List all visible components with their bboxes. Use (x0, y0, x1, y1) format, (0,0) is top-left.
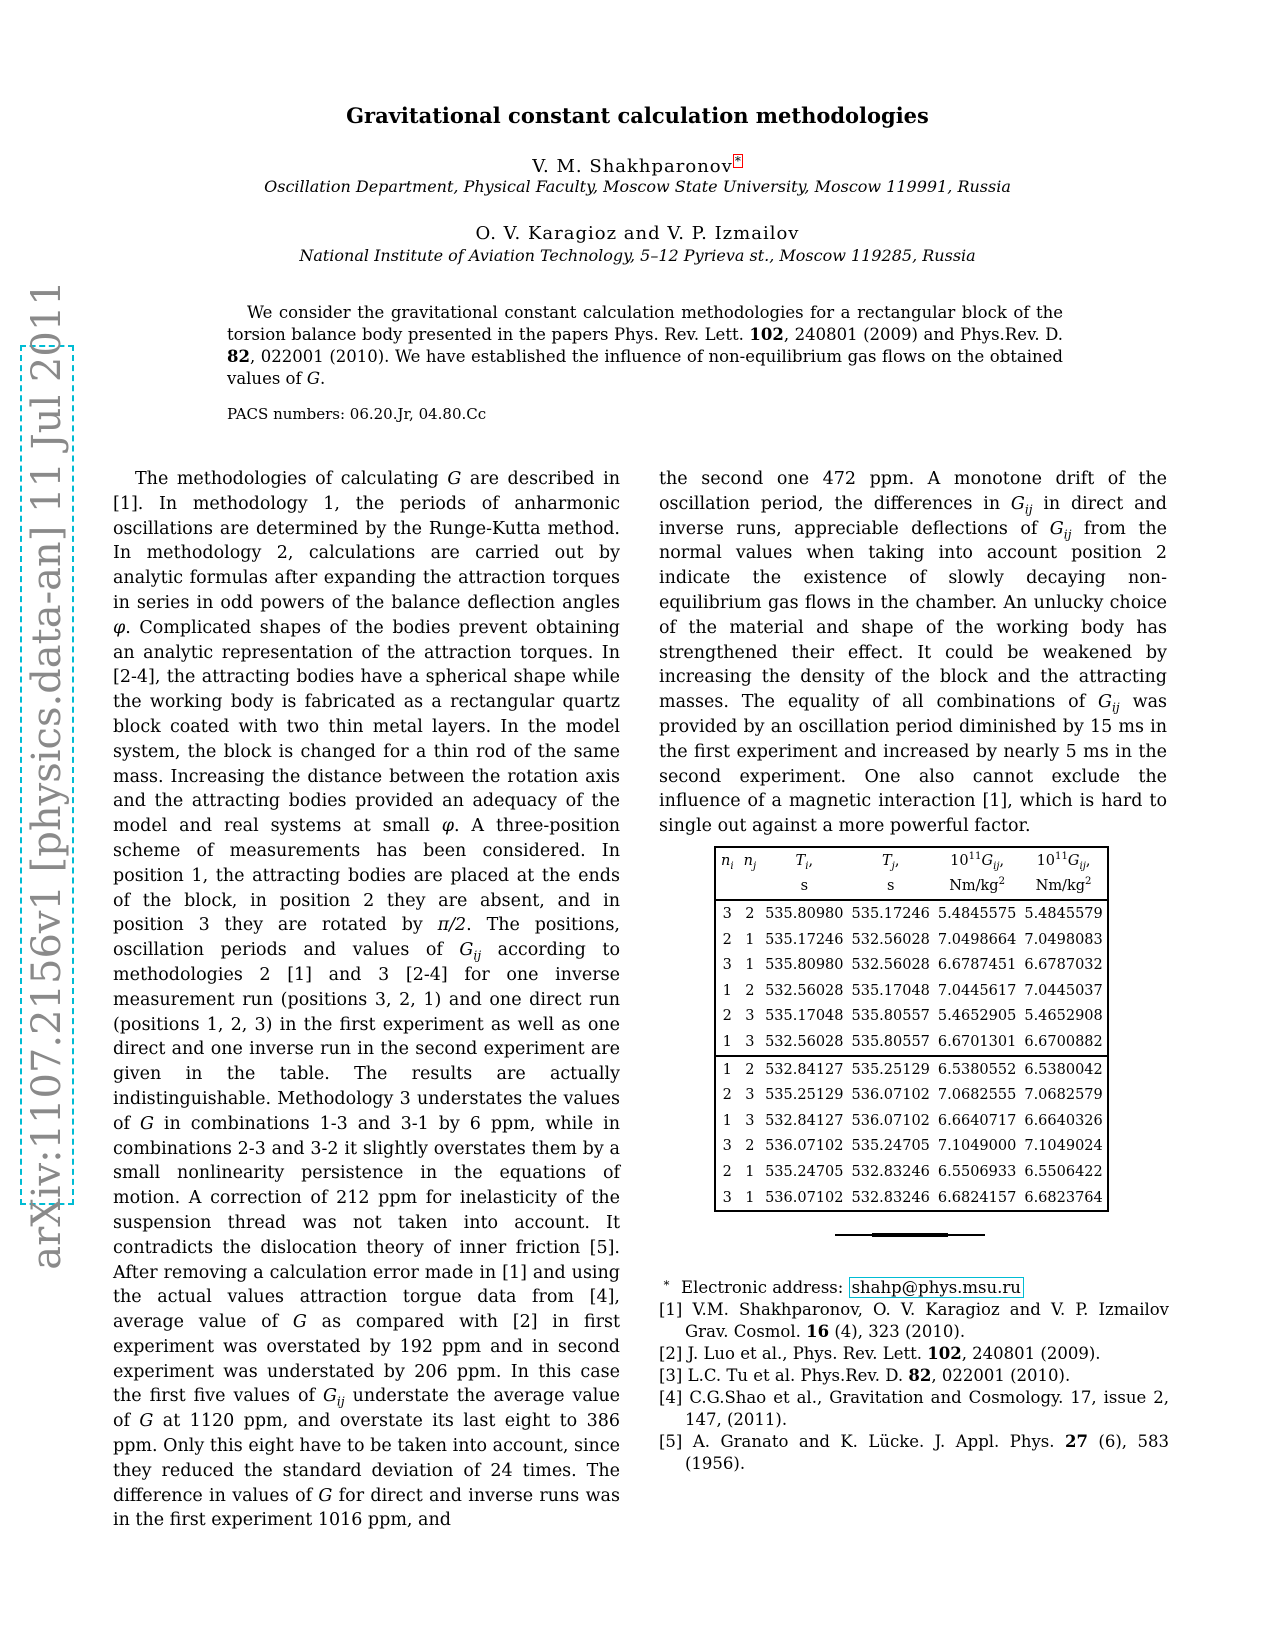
author-line-1 (0, 154, 1275, 177)
table-cell: 5.4845579 (1024, 905, 1103, 922)
table-cell: 6.5380042 (1020, 1056, 1107, 1083)
table-cell: 3 (745, 1087, 755, 1104)
table-cell: 532.56028 (765, 982, 844, 999)
author-names: V. M. Shakhparonov (532, 156, 733, 177)
table-cell: 7.0682579 (1024, 1087, 1103, 1104)
table-cell: 1 (722, 1033, 732, 1050)
table-cell: 536.07102 (765, 1189, 844, 1206)
table-cell: 3 (745, 1008, 755, 1025)
unit-s: s (848, 874, 934, 901)
unit-s: s (761, 874, 847, 901)
table-cell: 6.6787451 (937, 957, 1017, 974)
table-cell: 3 (745, 1033, 755, 1050)
author-line-2: O. V. Karagioz and V. P. Izmailov (475, 223, 800, 244)
table-cell: 1 (745, 957, 755, 974)
table-cell: 2 (739, 1056, 761, 1083)
pacs-numbers: PACS numbers: 06.20.Jr, 04.80.Cc (227, 405, 487, 423)
table-cell: 535.25129 (848, 1056, 934, 1083)
table-cell: 7.1049000 (937, 1138, 1017, 1155)
abstract: We consider the gravitational constant calculation methodologies for a rectangular block of the torsion balance body presented in the papers Phys. Rev. Lett. 102, 240801 (2009) and Phys.Rev. D. 82, 022001 (2010). We have established the influence of non-equilibrium gas flows on the obtained values of G. (227, 303, 1064, 388)
table-cell: 535.17048 (765, 1008, 844, 1025)
table-cell: 6.6700882 (1024, 1033, 1103, 1050)
affiliation-1: Oscillation Department, Physical Faculty, Moscow State University, Moscow 119991, Russia (264, 177, 1011, 196)
table-cell: 7.0498083 (1024, 931, 1103, 948)
table-cell: 6.5380552 (934, 1056, 1020, 1083)
table-cell: 1 (722, 982, 732, 999)
reference-list (659, 1299, 1169, 1475)
table-cell: 535.24705 (851, 1138, 930, 1155)
footnotes (659, 1277, 1169, 1475)
header-ni: $n_i$ (721, 852, 734, 872)
table-cell: 7.0445037 (1024, 982, 1103, 999)
table-cell: 532.83246 (851, 1163, 930, 1180)
table-row (715, 1056, 1108, 1083)
table-cell: 1 (745, 1189, 755, 1206)
email-footnote: ∗ Electronic address: shahp@phys.msu.ru (659, 1277, 1169, 1299)
table-cell: 535.17246 (765, 931, 844, 948)
footnote-rule-bold (872, 1233, 948, 1237)
table-cell: 1 (715, 1056, 739, 1083)
table-row (715, 1159, 1108, 1185)
table-cell: 6.6640717 (937, 1112, 1017, 1129)
table-cell: 535.17048 (851, 982, 930, 999)
table-cell: 1 (745, 931, 755, 948)
table-row (715, 1185, 1108, 1212)
table-cell: 6.5506422 (1024, 1163, 1103, 1180)
table-cell: 6.6787032 (1024, 957, 1103, 974)
table-cell: 532.83246 (851, 1189, 930, 1206)
table-row (715, 1108, 1108, 1134)
table-row (715, 1029, 1108, 1056)
reference-item: [5] A. Granato and K. Lücke. J. Appl. Phys. 27 (6), 583 (1956). (659, 1432, 1169, 1473)
reference-item: [3] L.C. Tu et al. Phys.Rev. D. 82, 022001 (2010). (659, 1366, 1071, 1385)
table-cell: 2 (722, 1163, 732, 1180)
table-cell: 536.07102 (765, 1138, 844, 1155)
table-cell: 2 (722, 1087, 732, 1104)
table-cell: 2 (745, 905, 755, 922)
table-cell: 535.24705 (765, 1163, 844, 1180)
table-cell: 532.56028 (851, 957, 930, 974)
affiliation-2: National Institute of Aviation Technology, 5–12 Pyrieva st., Moscow 119285, Russia (299, 246, 976, 265)
header-g-m2: $10^{11}G_{ij}$, (950, 850, 1005, 872)
reference-item: [2] J. Luo et al., Phys. Rev. Lett. 102, 240801 (2009). (659, 1344, 1101, 1363)
reference-item: [4] C.G.Shao et al., Gravitation and Cosmology. 17, issue 2, 147, (2011). (659, 1388, 1169, 1429)
table-cell: 3 (722, 1189, 732, 1206)
table-row (715, 1004, 1108, 1030)
table-row (715, 1082, 1108, 1108)
footnote-link[interactable]: * (734, 154, 741, 168)
header-nj: $n_j$ (743, 852, 757, 872)
table-cell: 6.6701301 (937, 1033, 1017, 1050)
table-cell: 3 (745, 1112, 755, 1129)
table-cell: 2 (722, 931, 732, 948)
table-cell: 6.6824157 (937, 1189, 1017, 1206)
table-cell: 535.80980 (765, 905, 844, 922)
table-cell: 2 (745, 1138, 755, 1155)
table-cell: 5.4652905 (937, 1008, 1017, 1025)
table-cell: 532.84127 (765, 1112, 844, 1129)
table-row (715, 900, 1108, 927)
table-cell: 532.84127 (761, 1056, 847, 1083)
table-cell: 5.4652908 (1024, 1008, 1103, 1025)
table-cell: 535.80557 (851, 1008, 930, 1025)
table-cell: 6.6823764 (1024, 1189, 1103, 1206)
table-cell: 1 (722, 1112, 732, 1129)
page-title: Gravitational constant calculation methodologies (346, 103, 929, 128)
table-cell: 6.6640326 (1024, 1112, 1103, 1129)
table-cell: 3 (722, 957, 732, 974)
table-cell: 6.5506933 (937, 1163, 1017, 1180)
table-cell: 535.17246 (851, 905, 930, 922)
table-cell: 535.80980 (765, 957, 844, 974)
table-cell: 1 (745, 1163, 755, 1180)
arxiv-id: arXiv:1107.2156v1 [physics.data-an] 11 Jul 2011 (24, 280, 70, 1270)
unit-nm: $Nm/kg^2$ (934, 874, 1020, 901)
table-cell: 5.4845575 (937, 905, 1017, 922)
table-cell: 7.0498664 (937, 931, 1017, 948)
header-g-m3: $10^{11}G_{ij}$, (1036, 850, 1091, 872)
table-cell: 536.07102 (851, 1112, 930, 1129)
table-cell: 7.0682555 (937, 1087, 1017, 1104)
reference-item: [1] V.M. Shakhparonov, O. V. Karagioz and V. P. Izmailov Grav. Cosmol. 16 (4), 323 (2010). (659, 1300, 1170, 1341)
header-tj: $T_j$, (882, 852, 900, 872)
arxiv-stamp (20, 280, 74, 1270)
table-cell: 3 (722, 905, 732, 922)
table-row (715, 1134, 1108, 1160)
table-row (715, 927, 1108, 953)
body-right-column: the second one 472 ppm. A monotone drift of the oscillation period, the differences in $G_{ij}$ in direct and inverse runs, appreciable deflections of $G_{ij}$ from the normal values when taking into account position 2 indicate the existence of slowly decaying non-equilibrium gas flows in the chamber. An unlucky choice of the material and shape of the working body has strengthened their effect. It could be weakened by increasing the density of the block and the attracting masses. The equality of all combinations of $G_{ij}$ was provided by an oscillation period diminished by 15 ms in the first experiment and increased by nearly 5 ms in the second experiment. One also cannot exclude the influence of a magnetic interaction [1], which is hard to single out against a more powerful factor. (659, 469, 1167, 837)
unit-nm: $Nm/kg^2$ (1020, 874, 1107, 901)
table-cell: 536.07102 (851, 1087, 930, 1104)
table-cell: 532.56028 (765, 1033, 844, 1050)
email-link[interactable]: shahp@phys.msu.ru (849, 1277, 1024, 1298)
table-row (715, 952, 1108, 978)
table-cell: 7.1049024 (1024, 1138, 1103, 1155)
table-cell: 535.80557 (851, 1033, 930, 1050)
table-row (715, 978, 1108, 1004)
table-cell: 2 (745, 982, 755, 999)
header-ti: $T_i$, (795, 852, 814, 872)
table-cell: 7.0445617 (937, 982, 1017, 999)
table-cell: 3 (722, 1138, 732, 1155)
table-cell: 535.25129 (765, 1087, 844, 1104)
table-cell: 532.56028 (851, 931, 930, 948)
body-left-column: The methodologies of calculating G are described in [1]. In methodology 1, the periods of anharmonic oscillations are determined by the Runge-Kutta method. In methodology 2, calculations are carried out by analytic formulas after expanding the attraction torques in series in odd powers of the balance deflection angles φ. Complicated shapes of the bodies prevent obtaining an analytic representation of the attraction torques. In [2-4], the attracting bodies have a spherical shape while the working body is fabricated as a rectangular quartz block coated with two thin metal layers. In the model system, the block is changed for a thin rod of the same mass. Increasing the distance between the rotation axis and the attracting bodies provided an adequacy of the model and real systems at small φ. A three-position scheme of measurements has been considered. In position 1, the attracting bodies are placed at the ends of the block, in position 2 they are absent, and in position 3 they are rotated by π/2. The positions, oscillation periods and values of $G_{ij}$ according to methodologies 2 [1] and 3 [2-4] for one inverse measurement run (positions 3, 2, 1) and one direct run (positions 1, 2, 3) in the first experiment as well as one direct and one inverse run in the second experiment are given in the table. The results are actually indistinguishable. Methodology 3 understates the values of G in combinations 1-3 and 3-1 by 6 ppm, while in combinations 2-3 and 3-2 it slightly overstates them by a small nonlinearity persistence in the equations of motion. A correction of 212 ppm for inelasticity of the suspension thread was not taken into account. It contradicts the dislocation theory of inner friction [5]. After removing a calculation error made in [1] and using the actual values attraction torgue data from [4], average value of G as compared with [2] in first experiment was overstated by 192 ppm and in second experiment was understated by 206 ppm. In this case the first five values of $G_{ij}$ understate the average value of G at 1120 ppm, and overstate its last eight to 386 ppm. Only this eight have to be taken into account, since they reduced the standard deviation of 24 times. The difference in values of G for direct and inverse runs was in the first experiment 1016 ppm, and (113, 469, 621, 1531)
table-cell: 2 (722, 1008, 732, 1025)
results-table (714, 846, 1109, 1212)
